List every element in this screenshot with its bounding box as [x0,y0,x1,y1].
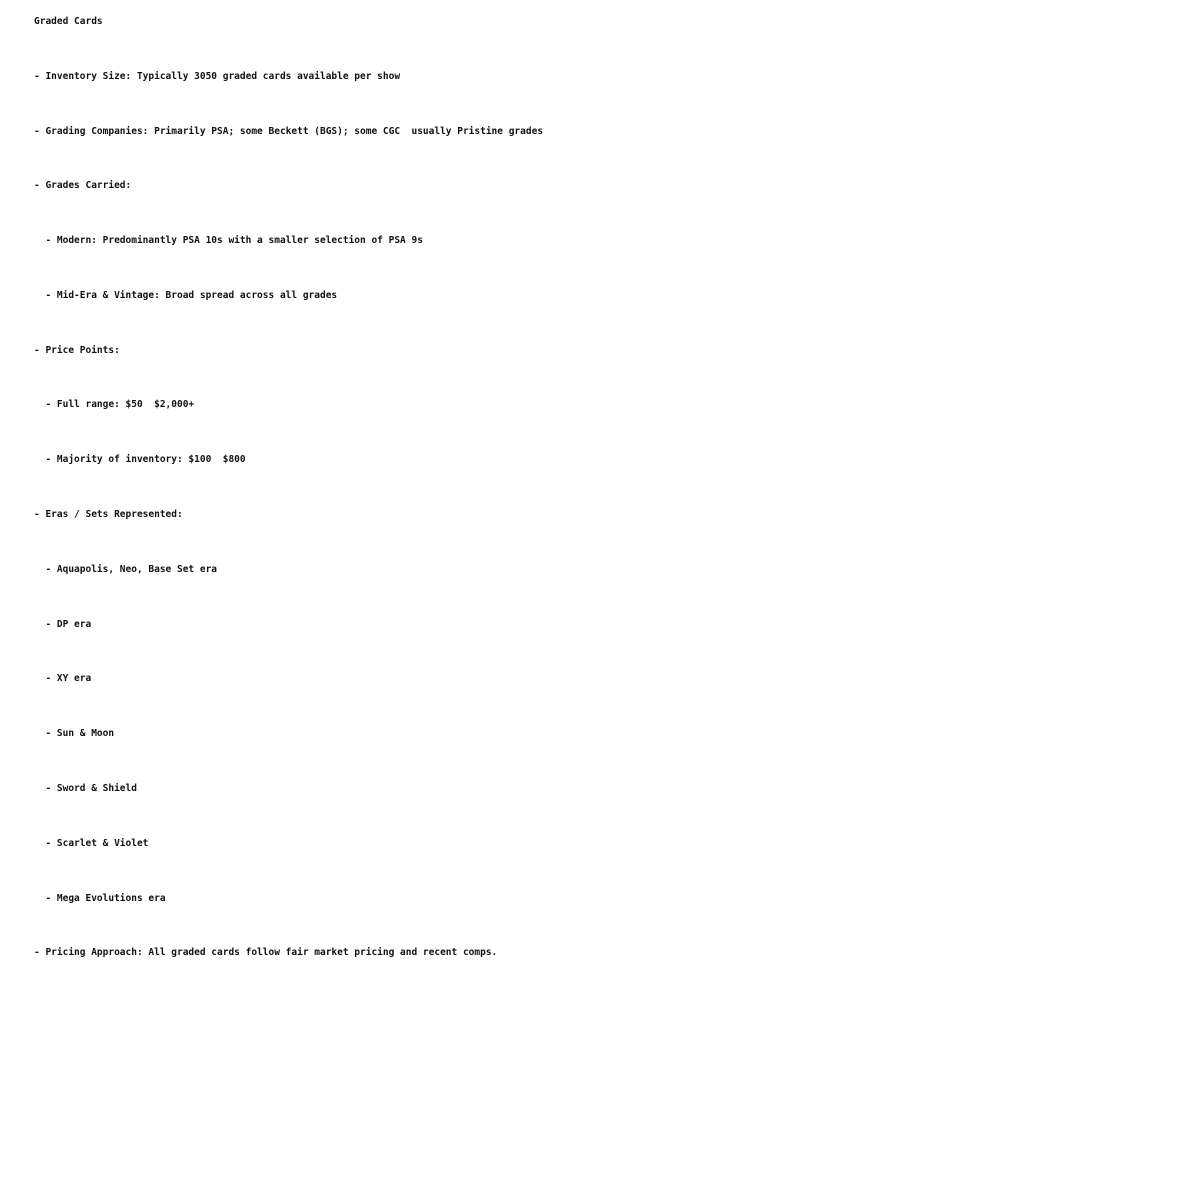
list-item: - Majority of inventory: $100 $800 [34,454,246,466]
list-item: - Eras / Sets Represented: [34,509,183,521]
list-item: - Grading Companies: Primarily PSA; some Beckett (BGS); some CGC usually Pristine grades [34,125,544,137]
list-item: - Modern: Predominantly PSA 10s with a smaller selection of PSA 9s [34,235,423,247]
section-title: Graded Cards [34,16,103,27]
list-item: - Sword & Shield [34,782,137,794]
list-item: - Scarlet & Violet [34,837,149,849]
list-item: - Mega Evolutions era [34,892,166,904]
list-item: - Price Points: [34,344,120,356]
list-item: - Aquapolis, Neo, Base Set era [34,563,218,575]
list-item: - XY era [34,673,92,685]
list-item: - Full range: $50 $2,000+ [34,399,195,411]
list-item: - Grades Carried: [34,180,132,192]
list-item: - Pricing Approach: All graded cards follow fair market pricing and recent comps. [34,947,498,959]
document-body [34,14,1174,973]
list-item: - Inventory Size: Typically 3050 graded cards available per show [34,70,401,82]
list-item: - Mid-Era & Vintage: Broad spread across all grades [34,289,338,301]
list-item: - Sun & Moon [34,728,115,740]
list-item: - DP era [34,618,92,630]
section-graded-cards [34,14,1174,973]
